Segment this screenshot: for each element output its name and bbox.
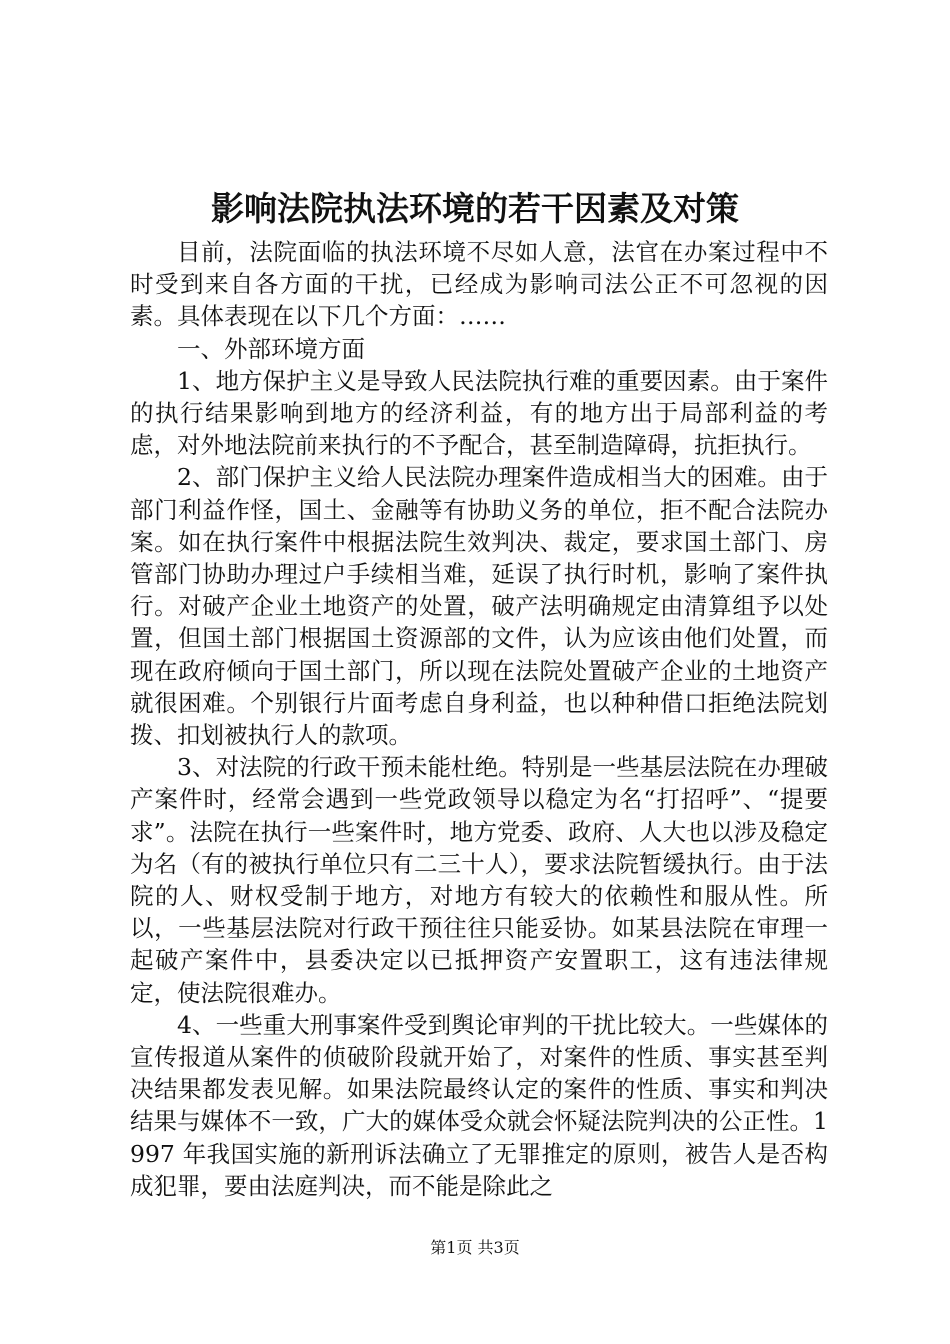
paragraph-item-3: 3、对法院的行政干预未能杜绝。特别是一些基层法院在办理破产案件时，经常会遇到一些党政领导以稳定为名“打招呼”、“提要求”。法院在执行一些案件时，地方党委、政府、人大也以涉及稳定为名（有的被执行单位只有二三十人），要求法院暂缓执行。由于法院的人、财权受制于地方，对地方有较大的依赖性和服从性。所以，一些基层法院对行政干预往往只能妥协。如某县法院在审理一起破产案件中，县委决定以已抵押资产安置职工，这有违法律规定，使法院很难办。 bbox=[130, 753, 828, 1007]
paragraph-item-2: 2、部门保护主义给人民法院办理案件造成相当大的困难。由于部门利益作怪，国土、金融等有协助义务的单位，拒不配合法院办案。如在执行案件中根据法院生效判决、裁定，要求国土部门、房管部门协助办理过户手续相当难，延误了执行时机，影响了案件执行。对破产企业土地资产的处置，破产法明确规定由清算组予以处置，但国土部门根据国土资源部的文件，认为应该由他们处置，而现在政府倾向于国土部门，所以现在法院处置破产企业的土地资产就很困难。个别银行片面考虑自身利益，也以种种借口拒绝法院划拨、扣划被执行人的款项。 bbox=[130, 463, 828, 750]
paragraph-intro: 目前，法院面临的执法环境不尽如人意，法官在办案过程中不时受到来自各方面的干扰，已经成为影响司法公正不可忽视的因素。具体表现在以下几个方面：…… bbox=[130, 238, 828, 331]
document-title: 影响法院执法环境的若干因素及对策 bbox=[211, 189, 739, 228]
page-number-footer: 第1页 共3页 bbox=[430, 1238, 520, 1257]
document-body bbox=[130, 236, 828, 1202]
section-heading-external: 一、外部环境方面 bbox=[177, 334, 365, 363]
paragraph-item-1: 1、地方保护主义是导致人民法院执行难的重要因素。由于案件的执行结果影响到地方的经济利益，有的地方出于局部利益的考虑，对外地法院前来执行的不予配合，甚至制造障碍，抗拒执行。 bbox=[130, 366, 828, 460]
paragraph-item-4: 4、一些重大刑事案件受到舆论审判的干扰比较大。一些媒体的宣传报道从案件的侦破阶段就开始了，对案件的性质、事实甚至判决结果都发表见解。如果法院最终认定的案件的性质、事实和判决结果与媒体不一致，广大的媒体受众就会怀疑法院判决的公正性。1997 年我国实施的新刑诉法确立了无罪推定的原则，被告人是否构成犯罪，要由法庭判决，而不能是除此之 bbox=[130, 1010, 828, 1200]
